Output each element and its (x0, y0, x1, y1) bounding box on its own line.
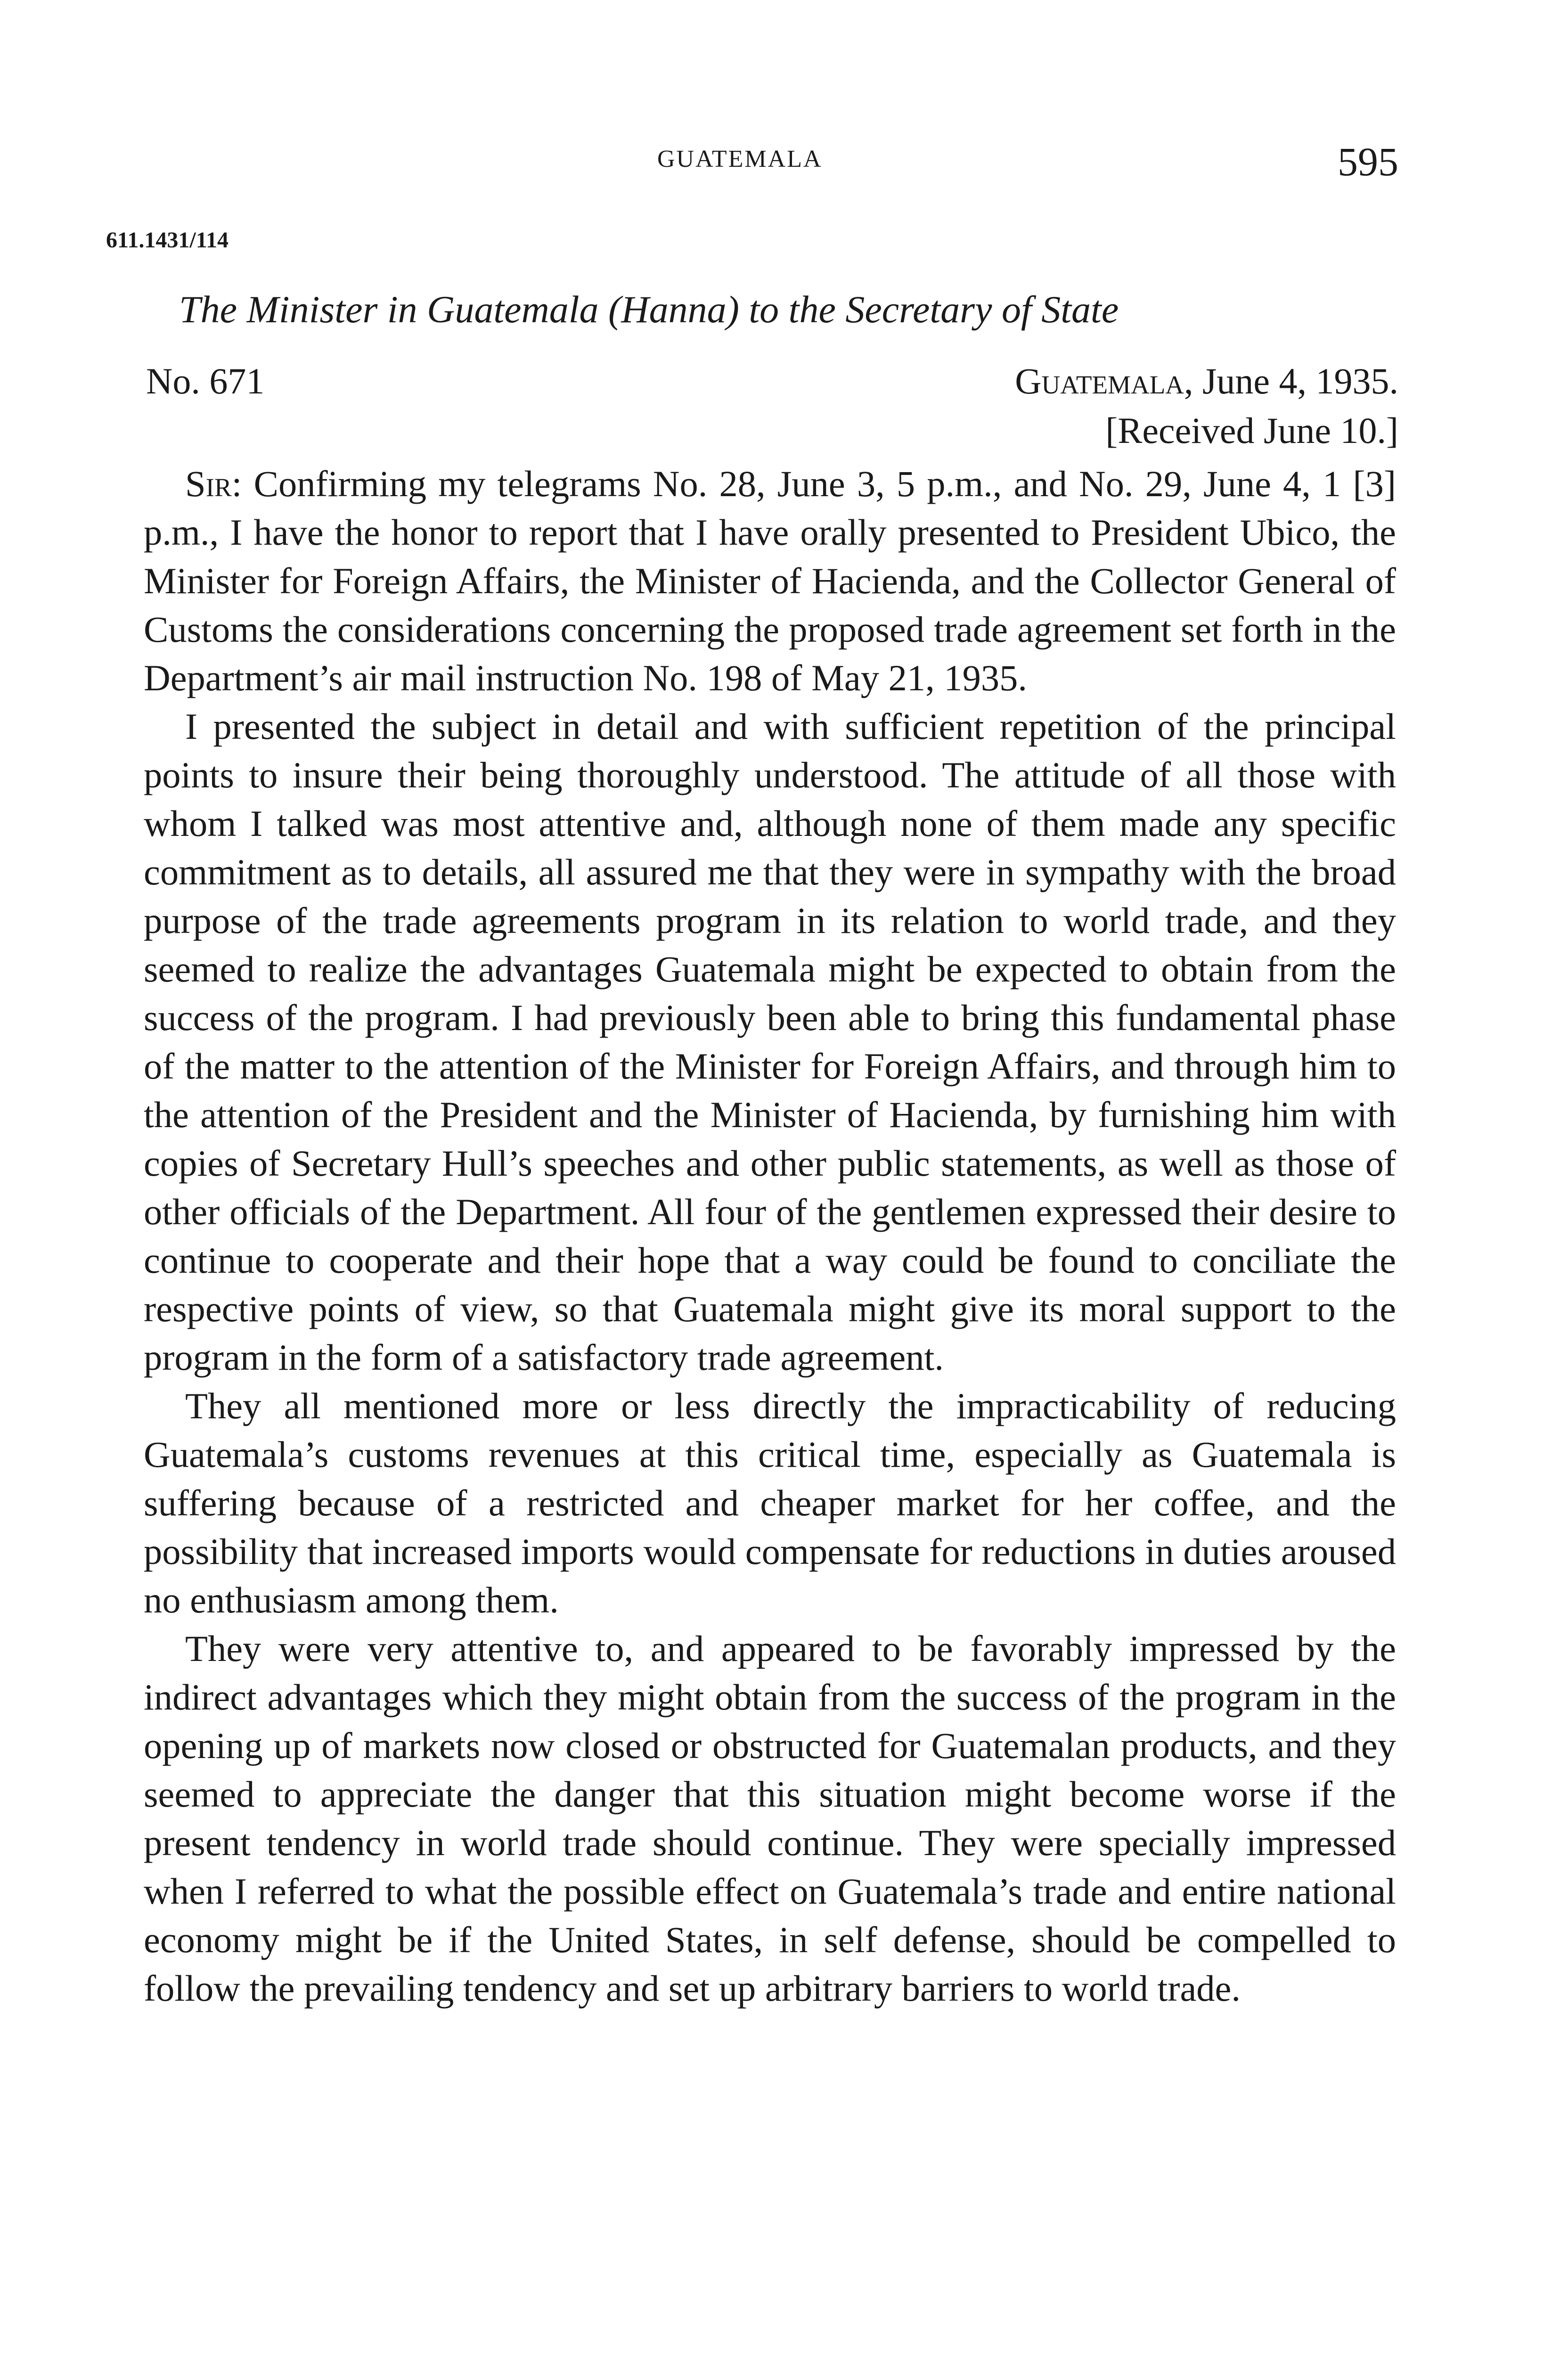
dateline-place: Guatemala (1015, 360, 1184, 401)
dateline (1015, 360, 1398, 401)
paragraph-1 (144, 459, 1396, 702)
running-head: GUATEMALA (657, 146, 823, 172)
file-number: 611.1431/114 (106, 228, 229, 253)
document-title: The Minister in Guatemala (Hanna) to the Secretary of State (179, 288, 1119, 331)
paragraph-4: They were very attentive to, and appeared to be favorably impressed by the indirect advantages which they might obtain from the success of the program in the opening up of markets now closed or obstructed for Guatemalan products, and they seemed to appreciate the danger that this situation might become worse if the present tendency in world trade should continue. They were specially impressed when I referred to what the possible effect on Guatemala’s trade and entire national economy might be if the United States, in self defense, should be compelled to follow the prevailing tendency and set up arbitrary barriers to world trade. (144, 1628, 1396, 2009)
document-number: No. 671 (146, 360, 265, 401)
paragraph-1-text: : Confirming my telegrams No. 28, June 3, 5 p.m., and No. 29, June 4, 1 [3] p.m., I have the honor to report that I have orally presented to President Ubico, the Minister for Foreign Affairs, the Minister of Hacienda, and the Collector General of Customs the considerations concerning the proposed trade agreement set forth in the Department’s air mail instruction No. 198 of May 21, 1935. (144, 463, 1396, 698)
paragraph-2: I presented the subject in detail and with sufficient repetition of the principal points to insure their being thoroughly understood. The attitude of all those with whom I talked was most attentive and, although none of them made any specific commitment as to details, all assured me that they were in sympathy with the broad purpose of the trade agreements program in its relation to world trade, and they seemed to realize the advantages Guatemala might be expected to obtain from the success of the program. I had previously been able to bring this fundamental phase of the matter to the attention of the Minister for Foreign Affairs, and through him to the attention of the President and the Minister of Hacienda, by furnishing him with copies of Secretary Hull’s speeches and other public statements, as well as those of other officials of the Department. All four of the gentlemen expressed their desire to continue to cooperate and their hope that a way could be found to conciliate the respective points of view, so that Guatemala might give its moral support to the program in the form of a satisfactory trade agreement. (144, 706, 1396, 1378)
page-number: 595 (1338, 139, 1398, 184)
salutation: Sir (185, 463, 232, 504)
letter-body (144, 459, 1396, 2012)
dateline-date: , June 4, 1935. (1184, 360, 1398, 401)
paragraph-3: They all mentioned more or less directly the impracticability of reducing Guatemala’s customs revenues at this critical time, especially as Guatemala is suffering because of a restricted and cheaper market for her coffee, and the possibility that increased imports would compensate for reductions in duties aroused no enthusiasm among them. (144, 1385, 1396, 1620)
received-date: [Received June 10.] (1105, 410, 1398, 451)
